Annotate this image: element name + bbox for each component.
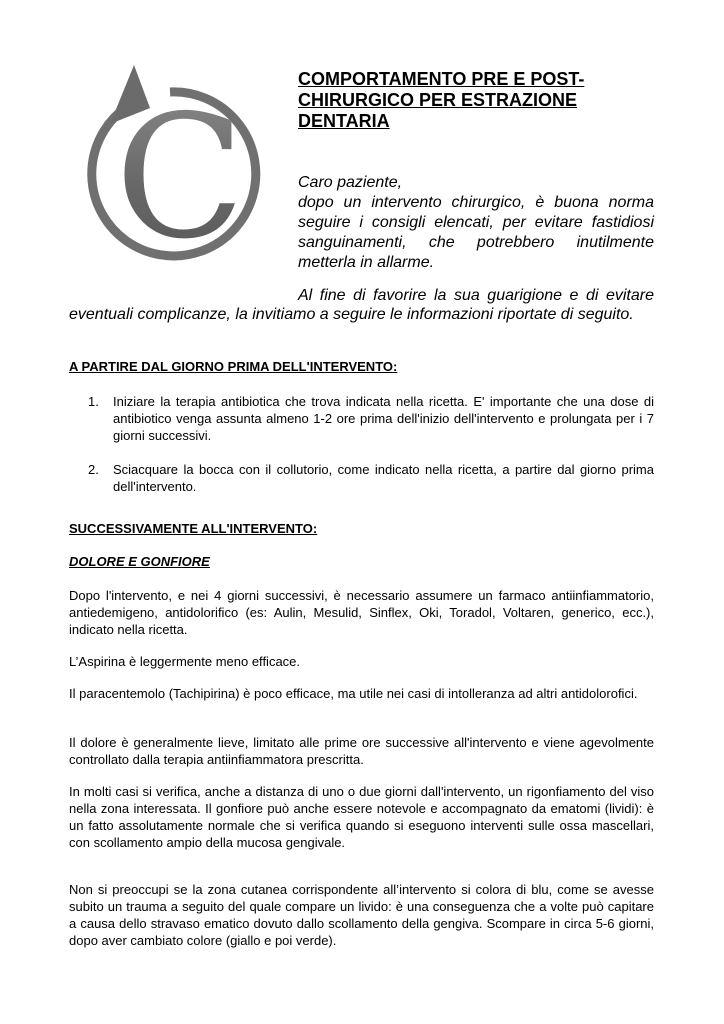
- intro-text: dopo un intervento chirurgico, è buona norma seguire i consigli elencati, per evitare fastidiosi sanguinamenti, che potrebbero inutilmente metterla in allarme.: [298, 194, 654, 271]
- list-text: Sciacquare la bocca con il collutorio, come indicato nella ricetta, a partire dal giorno prima dell'intervento.: [113, 462, 654, 494]
- paragraph: In molti casi si verifica, anche a distanza di uno o due giorni dall'intervento, un rigonfiamento del viso nella zona interessata. Il gonfiore può anche essere notevole e accompagnato da ematomi (lividi): è un fatto assolutamente normale che si verifica quando si eseguono interventi sulle ossa mascellari, con scollamento ampio della mucosa gengivale.: [69, 784, 654, 850]
- greeting: Caro paziente,: [298, 174, 403, 191]
- section-heading-before: A PARTIRE DAL GIORNO PRIMA DELL'INTERVENTO:: [69, 359, 398, 374]
- paragraph: L’Aspirina è leggermente meno efficace.: [69, 654, 301, 669]
- paragraph: Dopo l'intervento, e nei 4 giorni successivi, è necessario assumere un farmaco antiinfiammatorio, antiedemigeno, antidolorifico (es: Aulin, Mesulid, Sinflex, Oki, Toradol, Voltaren, generico, ecc.), indicato nella ricetta.: [69, 588, 654, 637]
- list-item: [88, 461, 654, 495]
- svg-text:C: C: [114, 79, 246, 277]
- paragraph: Il dolore è generalmente lieve, limitato alle prime ore successive all'intervento e viene agevolmente controllato dalla terapia antiinfiammatora prescritta.: [69, 735, 654, 767]
- list-text: Iniziare la terapia antibiotica che trova indicata nella ricetta. E' importante che una dose di antibiotico venga assunta almeno 1-2 ore prima dell'inizio dell'intervento e prolungata per i 7 giorni successivi.: [113, 394, 654, 443]
- list-item: [88, 393, 654, 444]
- paragraph: Il paracentemolo (Tachipirina) è poco efficace, ma utile nei casi di intolleranza ad altri antidolorofici.: [69, 686, 638, 701]
- copyright-logo-icon: [70, 60, 290, 280]
- pre-op-steps: [88, 393, 654, 512]
- list-number: 2.: [88, 462, 99, 477]
- intro-block: [298, 173, 654, 273]
- paragraph: Non si preoccupi se la zona cutanea corrispondente all’intervento si colora di blu, come se avesse subito un trauma a seguito del quale compare un livido: è una conseguenza che a volte può capitare a causa dello stravaso ematico dovuto dallo scollamento della gengiva. Scompare in circa 5-6 giorni, dopo aver cambiato colore (giallo e poi verde).: [69, 882, 654, 948]
- page-title: COMPORTAMENTO PRE E POST-CHIRURGICO PER ESTRAZIONE DENTARIA: [298, 69, 585, 131]
- intro-aim: Al fine di favorire la sua guarigione e di evitare eventuali complicanze, la invitiamo a seguire le informazioni riportate di seguito.: [69, 287, 654, 323]
- list-number: 1.: [88, 394, 99, 409]
- section-heading-after: SUCCESSIVAMENTE ALL'INTERVENTO:: [69, 521, 318, 536]
- subheading-pain-swelling: DOLORE E GONFIORE: [69, 554, 210, 569]
